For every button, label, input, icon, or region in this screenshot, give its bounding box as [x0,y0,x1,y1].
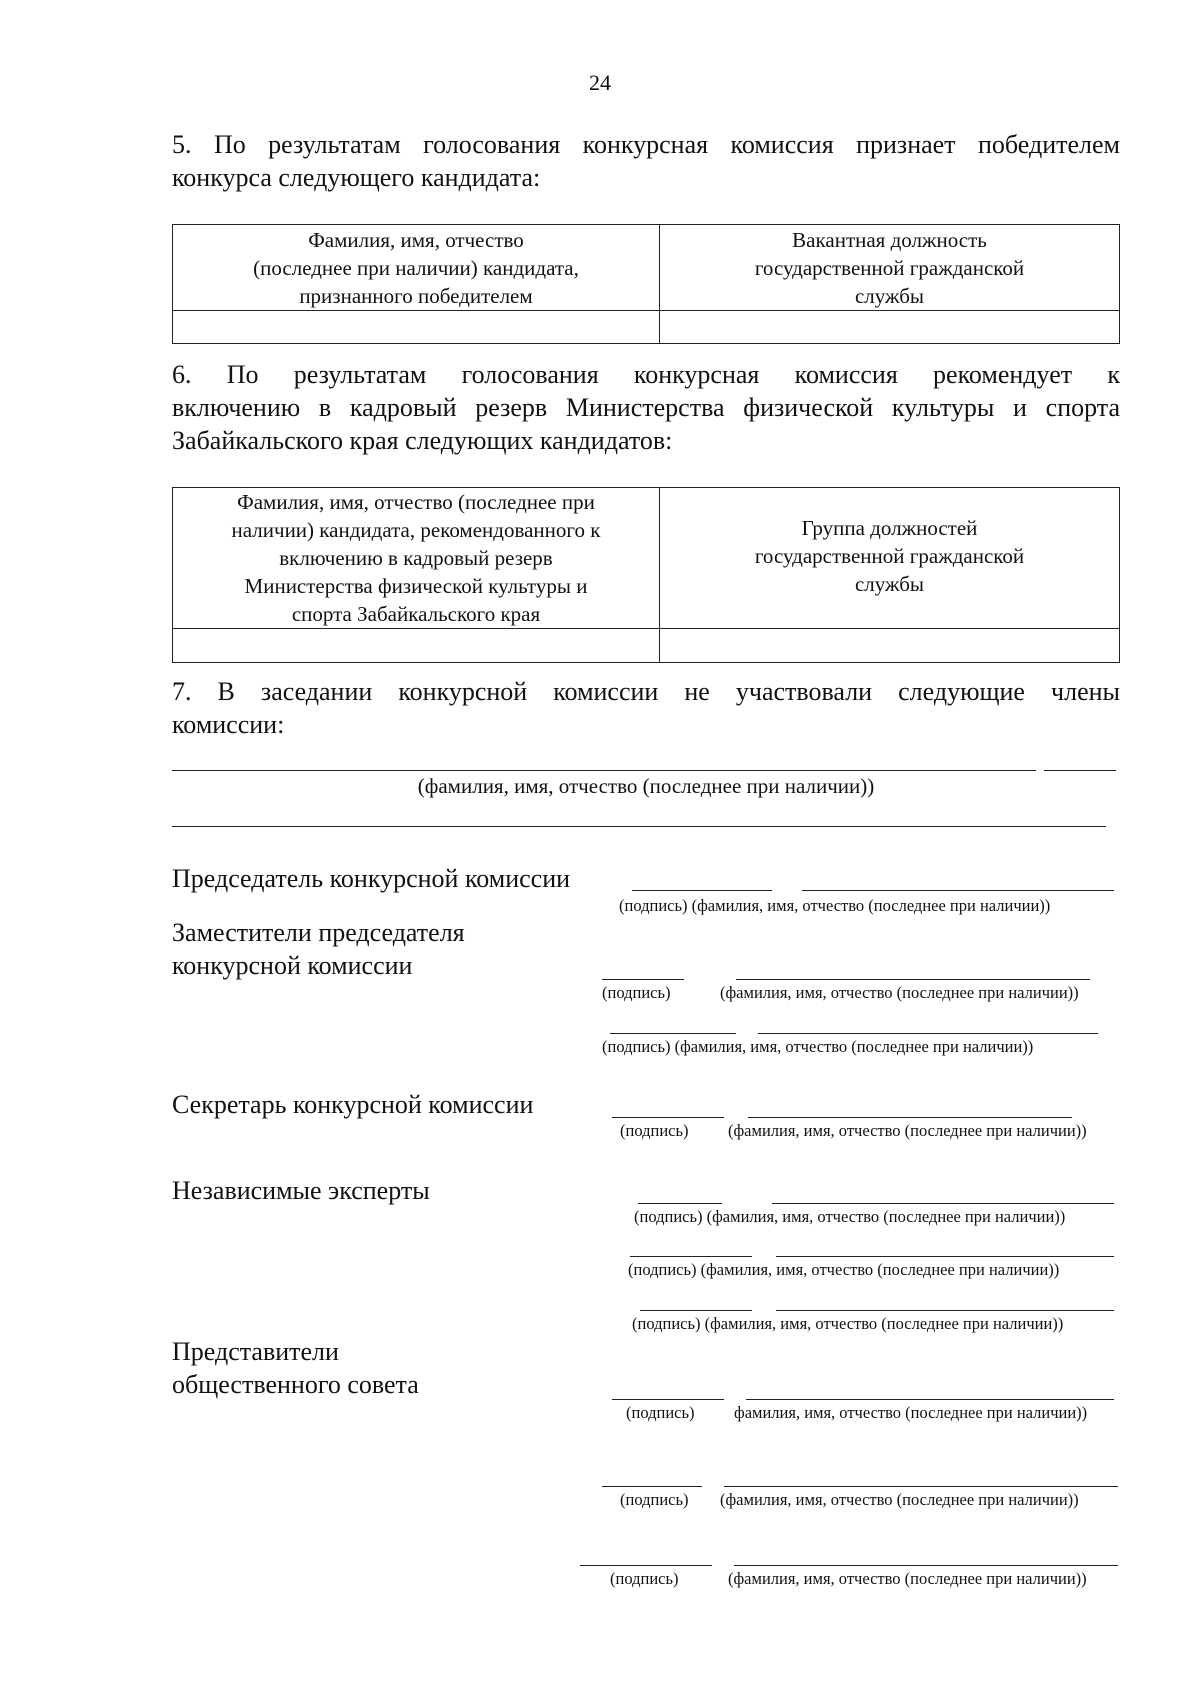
header-line: наличии) кандидата, рекомендованного к [231,518,601,542]
header-line: признанного победителем [299,283,533,308]
chairman-name-line[interactable] [802,890,1114,891]
header-line: Вакантная должность [792,227,987,252]
header-line: службы [854,283,925,308]
winner-table-cell-name[interactable] [173,311,660,344]
winner-table [172,224,1120,344]
winner-table-header-position [660,225,1120,311]
chairman-caption: (подпись) (фамилия, имя, отчество (последнее при наличии)) [619,896,1051,915]
council-1-sig-caption: (подпись) [626,1403,695,1422]
section-5-line-1: 5. По результатам голосования конкурсная комиссия признает победителем [172,130,1120,159]
section-7-text [172,675,1120,741]
council-3-signature-line[interactable] [580,1565,712,1566]
header-line: (последнее при наличии) кандидата, [253,255,579,280]
deputy-1-name-caption: (фамилия, имя, отчество (последнее при наличии)) [720,983,1079,1002]
absent-member-line[interactable] [172,770,1036,771]
expert-2-caption: (подпись) (фамилия, имя, отчество (последнее при наличии)) [628,1260,1060,1279]
winner-table-cell-position[interactable] [660,311,1120,344]
reserve-table-header-name [173,488,660,629]
council-1-name-caption: фамилия, имя, отчество (последнее при наличии)) [734,1403,1088,1422]
secretary-label: Секретарь конкурсной комиссии [172,1090,534,1119]
expert-3-caption: (подпись) (фамилия, имя, отчество (последнее при наличии)) [632,1314,1064,1333]
reserve-table-cell-group[interactable] [660,629,1120,663]
council-1-signature-line[interactable] [612,1399,724,1400]
header-line: государственной гражданской [754,255,1025,280]
deputy-1-sig-caption: (подпись) [602,983,671,1002]
deputies-label-1: Заместители председателя [172,918,465,947]
section-5-text [172,128,1120,194]
header-line: Министерства физической культуры и [244,574,588,598]
council-2-name-caption: (фамилия, имя, отчество (последнее при наличии)) [720,1490,1079,1509]
council-label-2: общественного совета [172,1370,419,1399]
deputy-2-signature-line[interactable] [610,1033,736,1034]
secretary-name-caption: (фамилия, имя, отчество (последнее при наличии)) [728,1121,1087,1140]
header-line: спорта Забайкальского края [291,602,541,626]
expert-2-name-line[interactable] [776,1256,1114,1257]
chairman-signature-line[interactable] [632,890,772,891]
deputies-label-2: конкурсной комиссии [172,951,413,980]
council-2-sig-caption: (подпись) [620,1490,689,1509]
absent-member-line-2[interactable] [172,826,1106,827]
reserve-table [172,487,1120,663]
section-7-line-1: 7. В заседании конкурсной комиссии не участвовали следующие члены [172,677,1120,706]
secretary-name-line[interactable] [748,1117,1072,1118]
absent-member-line-extra[interactable] [1044,770,1116,771]
council-2-name-line[interactable] [724,1486,1118,1487]
expert-3-signature-line[interactable] [640,1310,752,1311]
expert-1-name-line[interactable] [772,1203,1114,1204]
page-number: 24 [589,70,611,95]
section-5-line-2: конкурса следующего кандидата: [172,163,541,192]
deputy-1-name-line[interactable] [736,979,1090,980]
header-line: Фамилия, имя, отчество (последнее при [237,490,595,514]
deputy-2-name-line[interactable] [758,1033,1098,1034]
council-label-1: Представители [172,1337,339,1366]
experts-label: Независимые эксперты [172,1176,430,1205]
deputy-1-signature-line[interactable] [602,979,684,980]
secretary-sig-caption: (подпись) [620,1121,689,1140]
section-6-line-3: Забайкальского края следующих кандидатов: [172,426,673,455]
council-3-sig-caption: (подпись) [610,1569,679,1588]
deputy-2-caption: (подпись) (фамилия, имя, отчество (последнее при наличии)) [602,1037,1034,1056]
secretary-signature-line[interactable] [612,1117,724,1118]
council-3-name-line[interactable] [734,1565,1118,1566]
absent-member-caption: (фамилия, имя, отчество (последнее при наличии)) [417,774,875,798]
expert-1-caption: (подпись) (фамилия, имя, отчество (последнее при наличии)) [634,1207,1066,1226]
chairman-label: Председатель конкурсной комиссии [172,864,571,893]
council-1-name-line[interactable] [746,1399,1114,1400]
council-2-signature-line[interactable] [602,1486,702,1487]
header-line: Группа должностей [801,516,978,540]
winner-table-header-name [173,225,660,311]
expert-1-signature-line[interactable] [638,1203,722,1204]
section-6-text [172,358,1120,457]
reserve-table-cell-name[interactable] [173,629,660,663]
header-line: Фамилия, имя, отчество [308,227,524,252]
header-line: государственной гражданской [754,544,1025,568]
expert-2-signature-line[interactable] [630,1256,752,1257]
expert-3-name-line[interactable] [776,1310,1114,1311]
section-6-line-1: 6. По результатам голосования конкурсная комиссия рекомендует к [172,360,1120,389]
reserve-table-header-group [660,488,1120,629]
header-line: службы [854,572,925,596]
section-6-line-2: включению в кадровый резерв Министерства физической культуры и спорта [172,393,1120,422]
header-line: включению в кадровый резерв [279,546,553,570]
council-3-name-caption: (фамилия, имя, отчество (последнее при наличии)) [728,1569,1087,1588]
section-7-line-2: комиссии: [172,710,285,739]
